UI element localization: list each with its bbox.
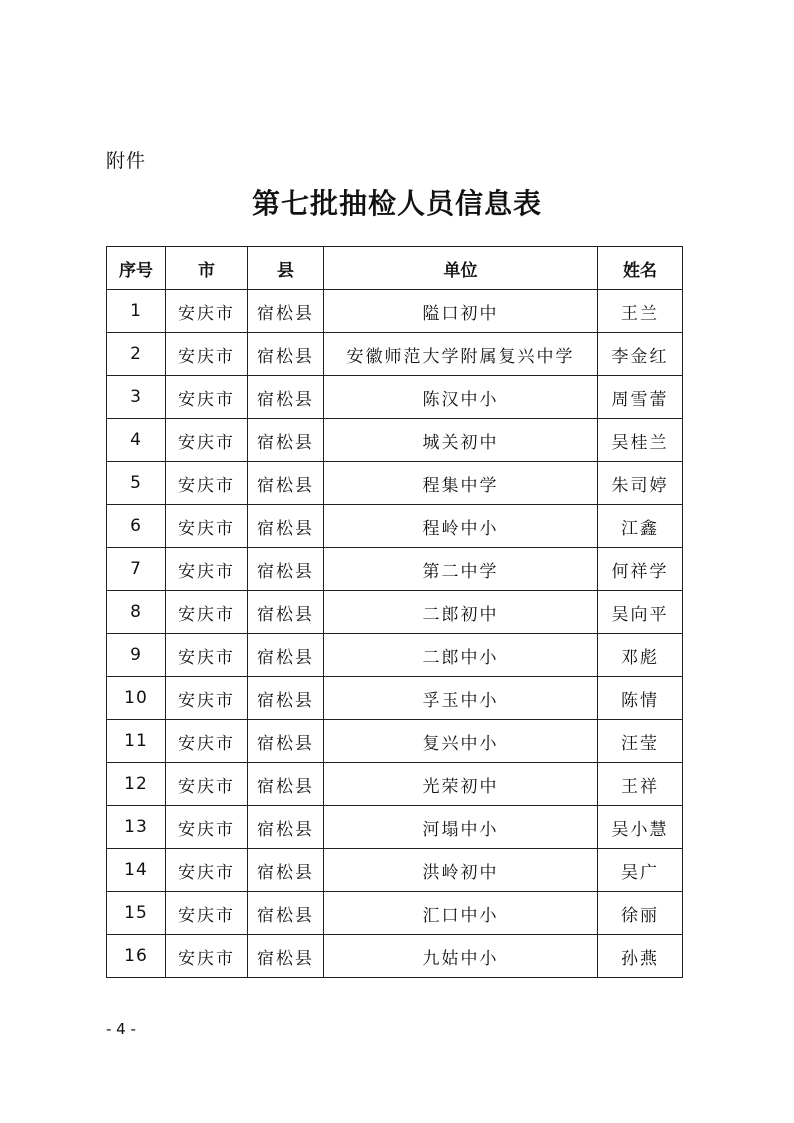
table-row	[107, 763, 683, 806]
cell-index: 10	[107, 677, 166, 720]
cell-index: 1	[107, 290, 166, 333]
table-row	[107, 892, 683, 935]
cell-county: 宿松县	[248, 935, 324, 978]
cell-name: 吴广	[598, 849, 683, 892]
cell-index: 5	[107, 462, 166, 505]
cell-name: 李金红	[598, 333, 683, 376]
header-county: 县	[248, 247, 324, 290]
cell-city: 安庆市	[166, 333, 248, 376]
cell-name: 江鑫	[598, 505, 683, 548]
cell-index: 12	[107, 763, 166, 806]
cell-city: 安庆市	[166, 720, 248, 763]
table-row	[107, 376, 683, 419]
table-row	[107, 634, 683, 677]
cell-city: 安庆市	[166, 505, 248, 548]
cell-city: 安庆市	[166, 419, 248, 462]
cell-county: 宿松县	[248, 720, 324, 763]
cell-city: 安庆市	[166, 290, 248, 333]
cell-name: 汪莹	[598, 720, 683, 763]
cell-unit: 二郎中小	[324, 634, 598, 677]
cell-name: 吴向平	[598, 591, 683, 634]
table-row	[107, 333, 683, 376]
cell-city: 安庆市	[166, 849, 248, 892]
cell-index: 11	[107, 720, 166, 763]
document-title: 第七批抽检人员信息表	[251, 187, 542, 220]
cell-name: 王兰	[598, 290, 683, 333]
cell-county: 宿松县	[248, 634, 324, 677]
cell-county: 宿松县	[248, 849, 324, 892]
header-city: 市	[166, 247, 248, 290]
table-row	[107, 806, 683, 849]
cell-index: 3	[107, 376, 166, 419]
cell-index: 13	[107, 806, 166, 849]
table-row	[107, 935, 683, 978]
cell-city: 安庆市	[166, 763, 248, 806]
table-row	[107, 720, 683, 763]
cell-city: 安庆市	[166, 548, 248, 591]
cell-index: 2	[107, 333, 166, 376]
table-row	[107, 591, 683, 634]
cell-index: 16	[107, 935, 166, 978]
cell-index: 14	[107, 849, 166, 892]
cell-county: 宿松县	[248, 462, 324, 505]
cell-index: 7	[107, 548, 166, 591]
table-row	[107, 290, 683, 333]
cell-unit: 洪岭初中	[324, 849, 598, 892]
cell-city: 安庆市	[166, 634, 248, 677]
cell-unit: 汇口中小	[324, 892, 598, 935]
cell-county: 宿松县	[248, 763, 324, 806]
page-number: - 4 -	[106, 1020, 136, 1038]
inspection-personnel-table	[106, 246, 683, 978]
cell-unit: 程岭中小	[324, 505, 598, 548]
cell-unit: 城关初中	[324, 419, 598, 462]
cell-county: 宿松县	[248, 806, 324, 849]
table-row	[107, 419, 683, 462]
cell-county: 宿松县	[248, 677, 324, 720]
cell-name: 徐丽	[598, 892, 683, 935]
cell-county: 宿松县	[248, 376, 324, 419]
cell-name: 陈情	[598, 677, 683, 720]
cell-unit: 第二中学	[324, 548, 598, 591]
cell-county: 宿松县	[248, 591, 324, 634]
cell-unit: 陈汉中小	[324, 376, 598, 419]
cell-city: 安庆市	[166, 806, 248, 849]
cell-index: 6	[107, 505, 166, 548]
table-header-row	[107, 247, 683, 290]
cell-unit: 程集中学	[324, 462, 598, 505]
table-body	[107, 290, 683, 978]
cell-county: 宿松县	[248, 548, 324, 591]
cell-city: 安庆市	[166, 462, 248, 505]
cell-name: 吴桂兰	[598, 419, 683, 462]
cell-city: 安庆市	[166, 935, 248, 978]
cell-name: 周雪蕾	[598, 376, 683, 419]
cell-index: 9	[107, 634, 166, 677]
cell-name: 吴小慧	[598, 806, 683, 849]
table-row	[107, 677, 683, 720]
cell-city: 安庆市	[166, 591, 248, 634]
cell-name: 邓彪	[598, 634, 683, 677]
header-index: 序号	[107, 247, 166, 290]
cell-name: 朱司婷	[598, 462, 683, 505]
cell-index: 15	[107, 892, 166, 935]
cell-unit: 安徽师范大学附属复兴中学	[324, 333, 598, 376]
cell-county: 宿松县	[248, 290, 324, 333]
cell-index: 8	[107, 591, 166, 634]
cell-unit: 河塌中小	[324, 806, 598, 849]
cell-name: 孙燕	[598, 935, 683, 978]
cell-unit: 光荣初中	[324, 763, 598, 806]
cell-unit: 复兴中小	[324, 720, 598, 763]
cell-city: 安庆市	[166, 376, 248, 419]
cell-county: 宿松县	[248, 892, 324, 935]
cell-city: 安庆市	[166, 892, 248, 935]
cell-county: 宿松县	[248, 333, 324, 376]
cell-unit: 二郎初中	[324, 591, 598, 634]
header-unit: 单位	[324, 247, 598, 290]
table-row	[107, 505, 683, 548]
cell-unit: 隘口初中	[324, 290, 598, 333]
cell-name: 王祥	[598, 763, 683, 806]
cell-county: 宿松县	[248, 419, 324, 462]
attachment-label: 附件	[106, 150, 147, 172]
cell-unit: 九姑中小	[324, 935, 598, 978]
cell-county: 宿松县	[248, 505, 324, 548]
table-row	[107, 548, 683, 591]
cell-index: 4	[107, 419, 166, 462]
cell-unit: 孚玉中小	[324, 677, 598, 720]
table-row	[107, 462, 683, 505]
cell-name: 何祥学	[598, 548, 683, 591]
header-name: 姓名	[598, 247, 683, 290]
cell-city: 安庆市	[166, 677, 248, 720]
table-row	[107, 849, 683, 892]
